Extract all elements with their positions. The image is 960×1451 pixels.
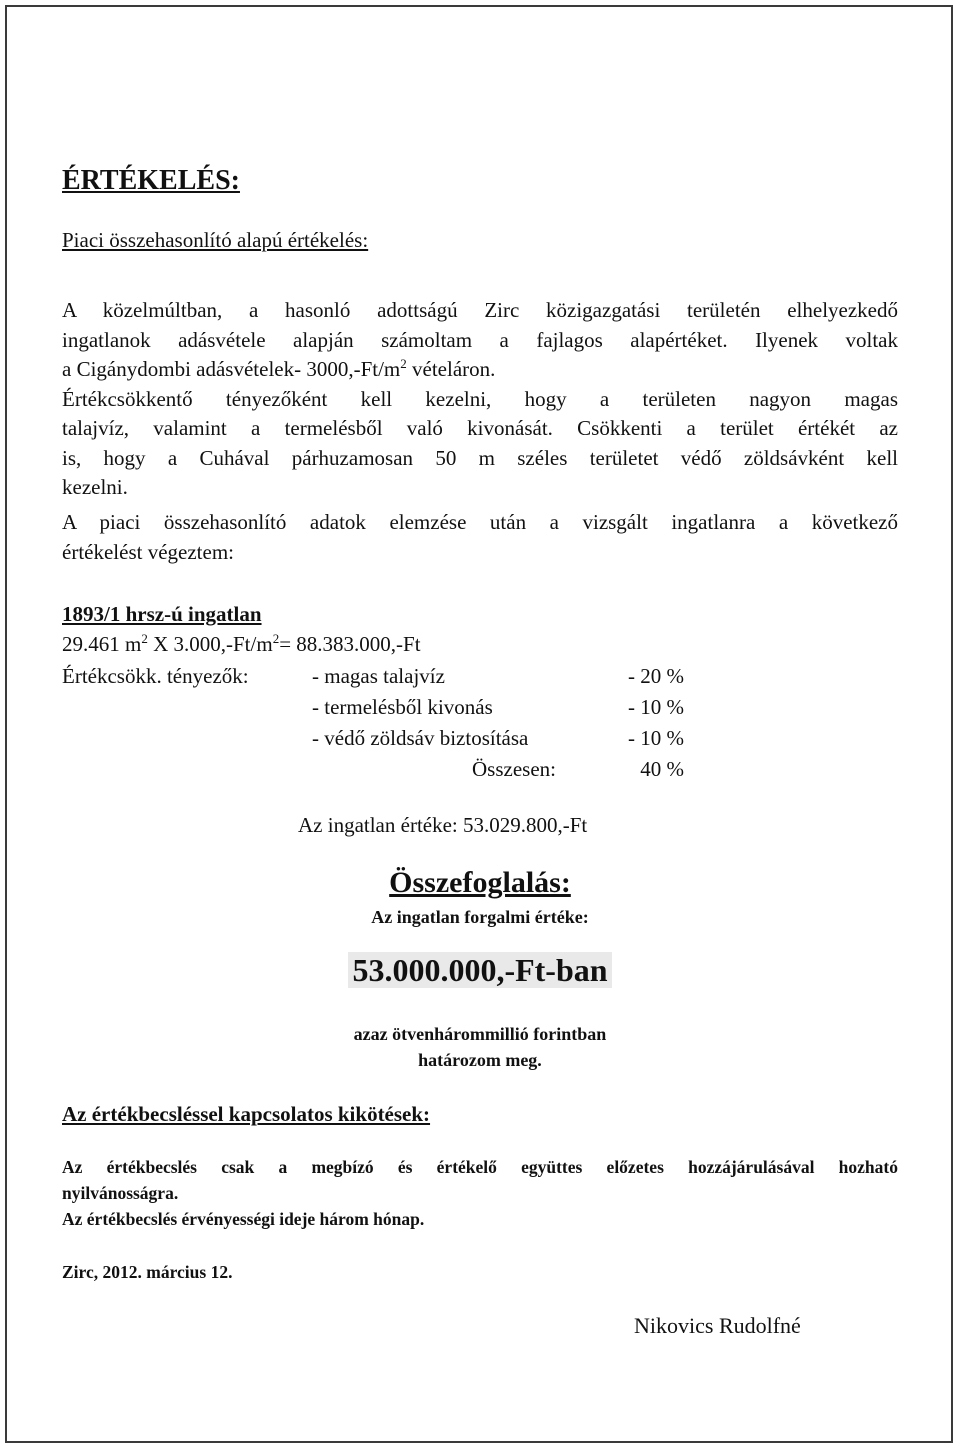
valuation-paragraph: [62, 296, 898, 503]
amount-in-words: azaz ötvenhárommillió forintban: [353, 1024, 607, 1044]
validity-line: Az értékbecslés érvényességi ideje három hónap.: [62, 1209, 425, 1229]
section-subtitle: Piaci összehasonlító alapú értékelés:: [62, 228, 369, 252]
factor-name: - védő zöldsáv biztosítása: [312, 726, 529, 750]
amount-in-words-end: határozom meg.: [418, 1050, 542, 1070]
factor-value: - 10 %: [628, 726, 684, 750]
paragraph-line: A piaci összehasonlító adatok elemzése után a vizsgált ingatlanra a következő: [62, 510, 898, 534]
paragraph-line: Értékcsökkentő tényezőként kell kezelni, hogy a területen nagyon magas: [62, 386, 898, 411]
paragraph-line: A közelmúltban, a hasonló adottságú Zirc közigazgatási területén elhelyezkedő: [62, 298, 898, 322]
paragraph-line: [62, 355, 898, 385]
factor-name: - termelésből kivonás: [312, 695, 493, 719]
factor-value: - 20 %: [628, 664, 684, 688]
superscript: 2: [400, 356, 407, 371]
conditions-title: Az értékbecsléssel kapcsolatos kikötések:: [62, 1102, 431, 1126]
paragraph-line: ingatlanok adásvétele alapján számoltam a fajlagos alapértéket. Ilyenek voltak: [62, 327, 898, 352]
paragraph-text: a Cigánydombi adásvételek- 3000,-Ft/m: [62, 357, 401, 381]
factor-value: - 10 %: [628, 695, 684, 719]
condition-line: nyilvánosságra.: [62, 1183, 179, 1203]
area-calculation: [62, 632, 421, 657]
paragraph-line: értékelést végeztem:: [62, 539, 234, 564]
superscript: 2: [141, 631, 148, 646]
total-label: Összesen:: [472, 757, 556, 781]
paragraph-text: vételáron.: [406, 357, 496, 381]
page-title: ÉRTÉKELÉS:: [62, 165, 240, 196]
paragraph-line: talajvíz, valamint a termelésből való kivonását. Csökkenti a terület értékét az: [62, 416, 898, 440]
summary-title: Összefoglalás:: [389, 866, 571, 899]
paragraph-line: kezelni.: [62, 475, 128, 499]
market-value-amount: 53.000.000,-Ft-ban: [348, 952, 611, 988]
factor-name: - magas talajvíz: [312, 664, 445, 688]
area-text: = 88.383.000,-Ft: [279, 632, 421, 656]
total-value: 40 %: [640, 757, 684, 781]
place-date: Zirc, 2012. március 12.: [62, 1262, 233, 1282]
summary-subtitle: Az ingatlan forgalmi értéke:: [371, 907, 589, 927]
analysis-paragraph: [62, 508, 898, 567]
superscript: 2: [272, 631, 280, 646]
property-value: Az ingatlan értéke: 53.029.800,-Ft: [298, 813, 588, 837]
summary-amount-wrap: [0, 952, 960, 989]
paragraph-line: is, hogy a Cuhával párhuzamosan 50 m széles területet védő zöldsávként kell: [62, 445, 898, 470]
factors-label: Értékcsökk. tényezők:: [62, 664, 249, 688]
area-text: 29.461 m: [62, 632, 142, 656]
signature-name: Nikovics Rudolfné: [634, 1313, 801, 1338]
condition-line: Az értékbecslés csak a megbízó és értékelő együttes előzetes hozzájárulásával hozható: [62, 1157, 898, 1177]
parcel-title: 1893/1 hrsz-ú ingatlan: [62, 602, 262, 626]
area-text: X 3.000,-Ft/m: [147, 632, 273, 656]
